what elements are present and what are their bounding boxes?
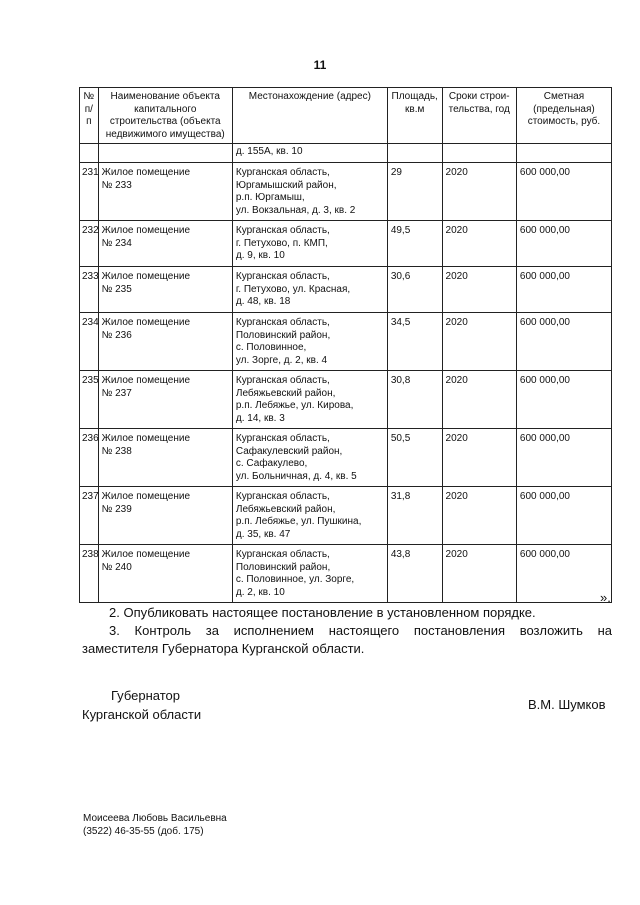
table-body bbox=[80, 144, 612, 603]
cell-num-line-1: 235 bbox=[82, 375, 99, 386]
cell-address-line-1: Курганская область, bbox=[235, 375, 330, 386]
table-row bbox=[80, 163, 612, 221]
cell-name bbox=[98, 487, 232, 545]
table-row bbox=[80, 487, 612, 545]
cell-cost bbox=[516, 487, 611, 545]
header-area: Площадь, кв.м bbox=[387, 88, 442, 144]
paragraph-2: 2. Опубликовать настоящее постановление в установленном порядке. bbox=[109, 605, 536, 620]
cell-num-line-1: 231 bbox=[82, 167, 99, 178]
cell-address-line-3: р.п. Юргамыш, bbox=[235, 192, 305, 203]
cell-term-line-1: 2020 bbox=[445, 491, 468, 502]
cell-area-line-1: 43,8 bbox=[390, 549, 411, 560]
cell-cost bbox=[516, 313, 611, 371]
cell-cost-line-1: 600 000,00 bbox=[519, 167, 570, 178]
cell-name-line-2: № 237 bbox=[101, 387, 132, 399]
cell-name-line-1: Жилое помещение bbox=[101, 167, 191, 178]
cell-area-line-1: 34,5 bbox=[390, 317, 411, 328]
cell-address-line-3: с. Половинное, ул. Зорге, bbox=[235, 574, 355, 585]
cell-name bbox=[98, 144, 232, 163]
cell-term-line-1: 2020 bbox=[445, 317, 468, 328]
cell-num bbox=[80, 144, 99, 163]
cell-address-line-4: ул. Больничная, д. 4, кв. 5 bbox=[235, 470, 357, 482]
table-row bbox=[80, 545, 612, 603]
cell-area bbox=[387, 267, 442, 313]
cell-num-line-1: 232 bbox=[82, 225, 99, 236]
cell-num bbox=[80, 429, 99, 487]
cell-address-line-3: р.п. Лебяжье, ул. Кирова, bbox=[235, 400, 354, 411]
cell-name-line-2: № 235 bbox=[101, 283, 132, 295]
cell-num bbox=[80, 487, 99, 545]
objects-table bbox=[79, 87, 612, 603]
cell-name-line-2: № 240 bbox=[101, 561, 132, 573]
paragraph-3: 3. Контроль за исполнением настоящего постановления возложить на заместителя Губернатора Курганской области. bbox=[82, 623, 612, 656]
cell-area-line-1: 30,6 bbox=[390, 271, 411, 282]
cell-area bbox=[387, 163, 442, 221]
cell-name bbox=[98, 429, 232, 487]
table-row bbox=[80, 429, 612, 487]
cell-cost bbox=[516, 267, 611, 313]
cell-term-line-1: 2020 bbox=[445, 375, 468, 386]
closing-quote: ». bbox=[600, 590, 611, 605]
cell-address-line-3: р.п. Лебяжье, ул. Пушкина, bbox=[235, 516, 362, 527]
cell-cost bbox=[516, 429, 611, 487]
cell-num-line-1: 234 bbox=[82, 317, 99, 328]
contact-phone: (3522) 46-35-55 (доб. 175) bbox=[83, 826, 204, 837]
cell-area bbox=[387, 429, 442, 487]
header-cost: Сметная (предельная) стоимость, руб. bbox=[516, 88, 611, 144]
cell-name-line-2: № 238 bbox=[101, 445, 132, 457]
cell-area bbox=[387, 545, 442, 603]
cell-cost bbox=[516, 221, 611, 267]
cell-term bbox=[442, 267, 516, 313]
cell-cost-line-1: 600 000,00 bbox=[519, 225, 570, 236]
cell-address-line-3: с. Половинное, bbox=[235, 342, 307, 353]
cell-term bbox=[442, 371, 516, 429]
cell-address-line-2: г. Петухово, ул. Красная, bbox=[235, 283, 351, 295]
cell-address-line-2: Лебяжьевский район, bbox=[235, 503, 336, 515]
table-row bbox=[80, 221, 612, 267]
cell-name-line-1: Жилое помещение bbox=[101, 433, 191, 444]
cell-name-line-1: Жилое помещение bbox=[101, 375, 191, 386]
cell-address-line-3: д. 48, кв. 18 bbox=[235, 296, 291, 307]
cell-area-line-1: 31,8 bbox=[390, 491, 411, 502]
cell-area-line-1: 29 bbox=[390, 167, 402, 178]
cell-cost bbox=[516, 371, 611, 429]
cell-term bbox=[442, 545, 516, 603]
cell-address bbox=[232, 371, 387, 429]
cell-name-line-1: Жилое помещение bbox=[101, 549, 191, 560]
cell-address-line-4: д. 14, кв. 3 bbox=[235, 412, 285, 424]
cell-address-line-3: д. 9, кв. 10 bbox=[235, 250, 285, 261]
cell-num bbox=[80, 545, 99, 603]
cell-term-line-1: 2020 bbox=[445, 549, 468, 560]
cell-num-line-1: 236 bbox=[82, 433, 99, 444]
cell-term-line-1: 2020 bbox=[445, 225, 468, 236]
cell-address-line-4: ул. Вокзальная, д. 3, кв. 2 bbox=[235, 204, 356, 216]
cell-cost-line-1: 600 000,00 bbox=[519, 271, 570, 282]
cell-address-line-1: Курганская область, bbox=[235, 317, 330, 328]
cell-area bbox=[387, 487, 442, 545]
cell-term bbox=[442, 429, 516, 487]
cell-cost-line-1: 600 000,00 bbox=[519, 433, 570, 444]
table-row bbox=[80, 267, 612, 313]
cell-address bbox=[232, 313, 387, 371]
cell-address-line-2: Половинский район, bbox=[235, 561, 331, 573]
cell-address bbox=[232, 429, 387, 487]
table-header-row bbox=[80, 88, 612, 144]
cell-area bbox=[387, 221, 442, 267]
cell-name-line-1: Жилое помещение bbox=[101, 491, 191, 502]
header-address: Местонахождение (адрес) bbox=[232, 88, 387, 144]
header-num: № п/п bbox=[80, 88, 99, 144]
cell-address-line-2: Сафакулевский район, bbox=[235, 445, 343, 457]
cell-num bbox=[80, 163, 99, 221]
cell-name-line-2: № 233 bbox=[101, 179, 132, 191]
cell-address bbox=[232, 163, 387, 221]
cell-area-line-1: 30,8 bbox=[390, 375, 411, 386]
cell-address bbox=[232, 487, 387, 545]
table-row-continuation bbox=[80, 144, 612, 163]
cell-num-line-1: 238 bbox=[82, 549, 99, 560]
cell-term-line-1: 2020 bbox=[445, 433, 468, 444]
page-number: 11 bbox=[313, 58, 327, 72]
cell-address bbox=[232, 267, 387, 313]
cell-cost bbox=[516, 144, 611, 163]
cell-address-line-1: Курганская область, bbox=[235, 167, 330, 178]
cell-area-line-1: 49,5 bbox=[390, 225, 411, 236]
cell-cost-line-1: 600 000,00 bbox=[519, 491, 570, 502]
cell-area bbox=[387, 313, 442, 371]
table-row bbox=[80, 371, 612, 429]
cell-address: д. 155А, кв. 10 bbox=[232, 144, 387, 163]
signature-name: В.М. Шумков bbox=[528, 697, 606, 712]
cell-address-line-1: Курганская область, bbox=[235, 549, 330, 560]
cell-address-line-2: Половинский район, bbox=[235, 329, 331, 341]
cell-num bbox=[80, 267, 99, 313]
cell-cost-line-1: 600 000,00 bbox=[519, 317, 570, 328]
cell-address-line-1: Курганская область, bbox=[235, 225, 330, 236]
contact-block bbox=[83, 812, 227, 838]
cell-num bbox=[80, 313, 99, 371]
cell-num bbox=[80, 371, 99, 429]
table-row bbox=[80, 313, 612, 371]
signature-title bbox=[82, 686, 201, 724]
cell-name-line-2: № 239 bbox=[101, 503, 132, 515]
header-name: Наименование объекта капитального строительства (объекта недвижимого имущества) bbox=[98, 88, 232, 144]
signature-title-line1: Губернатор bbox=[111, 688, 180, 703]
cell-term-line-1: 2020 bbox=[445, 271, 468, 282]
cell-name-line-1: Жилое помещение bbox=[101, 317, 191, 328]
cell-term bbox=[442, 163, 516, 221]
cell-num-line-1: 233 bbox=[82, 271, 99, 282]
cell-cost bbox=[516, 545, 611, 603]
cell-name bbox=[98, 313, 232, 371]
cell-address-line-4: д. 35, кв. 47 bbox=[235, 528, 291, 540]
cell-term bbox=[442, 313, 516, 371]
cell-address-line-3: с. Сафакулево, bbox=[235, 458, 308, 469]
cell-cost bbox=[516, 163, 611, 221]
cell-term bbox=[442, 144, 516, 163]
signature-title-line2: Курганской области bbox=[82, 707, 202, 722]
cell-address-line-2: Лебяжьевский район, bbox=[235, 387, 336, 399]
cell-area bbox=[387, 371, 442, 429]
cell-area-line-1: 50,5 bbox=[390, 433, 411, 444]
cell-address-line-1: Курганская область, bbox=[235, 433, 330, 444]
cell-name bbox=[98, 163, 232, 221]
cell-area bbox=[387, 144, 442, 163]
cell-term bbox=[442, 221, 516, 267]
cell-name-line-1: Жилое помещение bbox=[101, 225, 191, 236]
cell-name bbox=[98, 267, 232, 313]
cell-name-line-1: Жилое помещение bbox=[101, 271, 191, 282]
cell-address-line-4: ул. Зорге, д. 2, кв. 4 bbox=[235, 354, 328, 366]
cell-name-line-2: № 234 bbox=[101, 237, 132, 249]
contact-name: Моисеева Любовь Васильевна bbox=[83, 813, 227, 824]
cell-num-line-1: 237 bbox=[82, 491, 99, 502]
cell-address-line-1: Курганская область, bbox=[235, 271, 330, 282]
cell-address-line-2: Юргамышский район, bbox=[235, 179, 337, 191]
header-term: Сроки строи-тельства, год bbox=[442, 88, 516, 144]
cell-num bbox=[80, 221, 99, 267]
cell-address-line-1: Курганская область, bbox=[235, 491, 330, 502]
cell-term bbox=[442, 487, 516, 545]
cell-address bbox=[232, 545, 387, 603]
cell-name-line-2: № 236 bbox=[101, 329, 132, 341]
cell-address bbox=[232, 221, 387, 267]
cell-address-line-4: д. 2, кв. 10 bbox=[235, 586, 285, 598]
cell-name bbox=[98, 545, 232, 603]
cell-cost-line-1: 600 000,00 bbox=[519, 549, 570, 560]
cell-term-line-1: 2020 bbox=[445, 167, 468, 178]
cell-name bbox=[98, 371, 232, 429]
cell-address-line-2: г. Петухово, п. КМП, bbox=[235, 237, 328, 249]
cell-name bbox=[98, 221, 232, 267]
cell-cost-line-1: 600 000,00 bbox=[519, 375, 570, 386]
